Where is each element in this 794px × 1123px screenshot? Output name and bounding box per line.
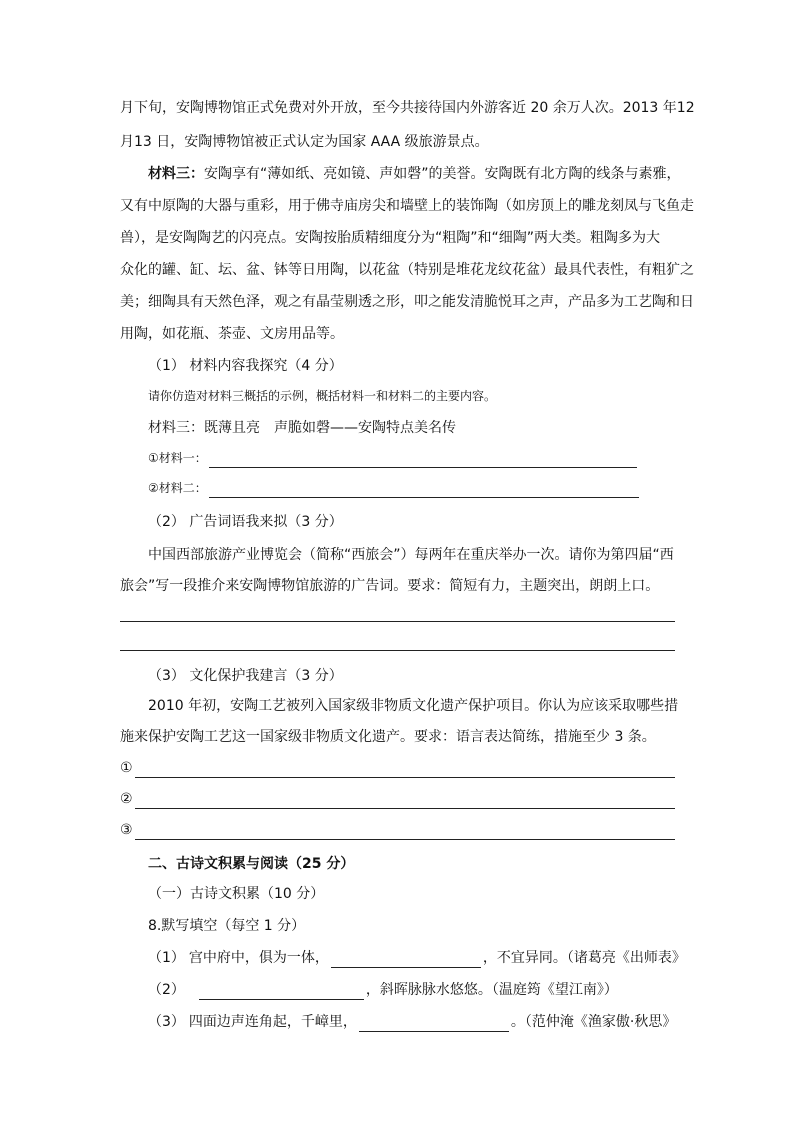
item-number: （2） (148, 982, 185, 998)
question-1-instruction: 请你仿造对材料三概括的示例，概括材料一和材料二的主要内容。 (148, 389, 497, 403)
item-number: （1） (148, 950, 185, 966)
question-8-title: 8.默写填空（每空 1 分） (148, 918, 306, 934)
answer-blank[interactable] (331, 951, 481, 968)
item-number: （3） (148, 1014, 185, 1030)
question-3-title: （3） 文化保护我建言（3 分） (148, 668, 343, 684)
material-three-line (148, 164, 681, 184)
question-1-title: （1） 材料内容我探究（4 分） (148, 358, 343, 374)
item-text: 四面边声连角起，千嶂里， (188, 1014, 357, 1030)
material-three-text: 安陶享有“薄如纸、亮如镜、声如磬”的美誉。安陶既有北方陶的线条与素雅， (204, 166, 681, 182)
answer-row-material-1 (148, 448, 639, 468)
fill-item-3 (148, 1012, 676, 1032)
answer-blank[interactable] (209, 451, 637, 468)
subsection-heading: （一）古诗文积累（10 分） (148, 886, 325, 902)
answer-label: ②材料二： (148, 481, 207, 495)
question-1-example: 材料三：既薄且亮 声脆如磬——安陶特点美名传 (148, 420, 456, 436)
suggestion-row-1 (120, 758, 677, 778)
paragraph-line: 月下旬，安陶博物馆正式免费对外开放，至今共接待国内外游客近 20 余万人次。2013 年12 (120, 100, 695, 116)
answer-blank[interactable] (209, 481, 639, 498)
paragraph-line: 美；细陶具有天然色泽，观之有晶莹剔透之形，叩之能发清脆悦耳之声，产品多为工艺陶和日 (120, 294, 694, 310)
fill-item-2 (148, 980, 618, 1000)
item-text: ，斜晖脉脉水悠悠。（温庭筠《望江南》） (365, 982, 618, 998)
paragraph-line: 用陶，如花瓶、茶壶、文房用品等。 (120, 326, 344, 342)
answer-blank[interactable] (199, 983, 364, 1000)
suggestion-row-3 (120, 820, 677, 840)
answer-row-material-2 (148, 478, 641, 498)
paragraph-line: 众化的罐、缸、坛、盆、钵等日用陶，以花盆（特别是堆花龙纹花盆）最具代表性，有粗犷之 (120, 262, 694, 278)
question-3-text: 2010 年初，安陶工艺被列入国家级非物质文化遗产保护项目。你认为应该采取哪些措 (148, 698, 679, 714)
answer-blank[interactable] (135, 761, 675, 778)
question-2-text: 中国西部旅游产业博览会（简称“西旅会”）每两年在重庆举办一次。请你为第四届“西 (148, 547, 674, 563)
answer-blank[interactable] (135, 792, 675, 809)
paragraph-line: 月13 日，安陶博物馆被正式认定为国家 AAA 级旅游景点。 (120, 134, 489, 150)
item-marker: ③ (120, 822, 133, 838)
item-text: 。（范仲淹《渔家傲·秋思》 (510, 1014, 677, 1030)
answer-line[interactable] (120, 621, 675, 622)
item-text: 宫中府中，俱为一体， (188, 950, 329, 966)
fill-item-1 (148, 948, 686, 968)
item-text: ，不宜异同。（诸葛亮《出师表》 (482, 950, 686, 966)
answer-blank[interactable] (135, 823, 675, 840)
item-marker: ② (120, 791, 133, 807)
question-2-text: 旅会”写一段推介来安陶博物馆旅游的广告词。要求：简短有力，主题突出，朗朗上口。 (120, 578, 660, 594)
question-3-text: 施来保护安陶工艺这一国家级非物质文化遗产。要求：语言表达简练，措施至少 3 条。 (120, 729, 656, 745)
paragraph-line: 又有中原陶的大器与重彩，用于佛寺庙房尖和墙壁上的装饰陶（如房顶上的雕龙刻凤与飞鱼走 (120, 198, 694, 214)
answer-label: ①材料一： (148, 451, 207, 465)
paragraph-line: 兽），是安陶陶艺的闪亮点。安陶按胎质精细度分为“粗陶”和“细陶”两大类。粗陶多为大 (120, 230, 661, 246)
section-heading: 二、古诗文积累与阅读（25 分） (148, 856, 355, 872)
question-2-title: （2） 广告词语我来拟（3 分） (148, 514, 343, 530)
suggestion-row-2 (120, 789, 677, 809)
item-marker: ① (120, 760, 133, 776)
answer-blank[interactable] (359, 1015, 509, 1032)
material-three-label: 材料三： (148, 166, 204, 182)
answer-line[interactable] (120, 650, 675, 651)
